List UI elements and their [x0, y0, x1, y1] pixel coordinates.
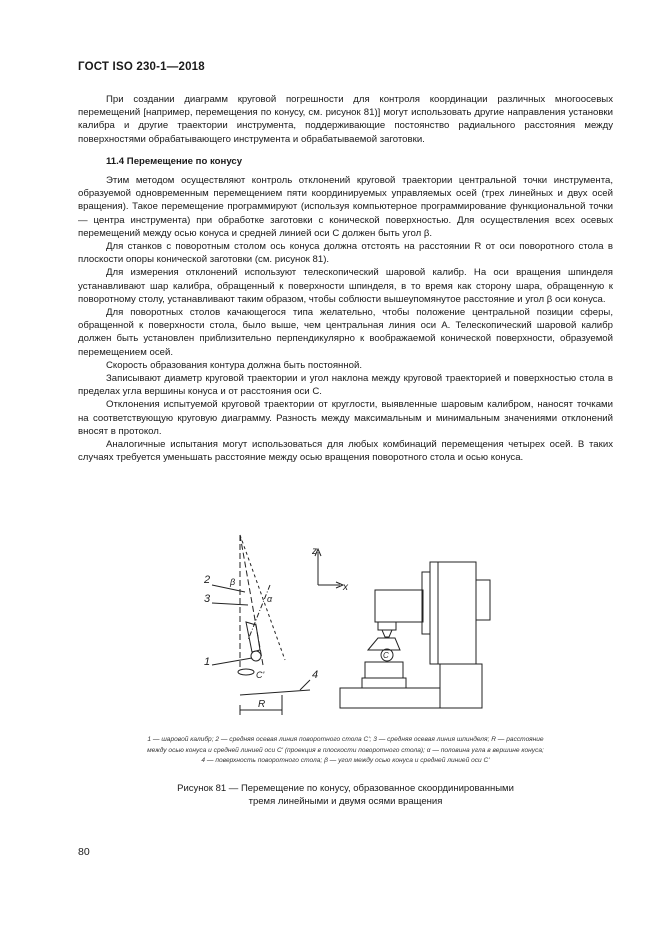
label-c-rotary: C [383, 651, 389, 660]
paragraph-8: Аналогичные испытания могут использоваться для любых комбинаций перемещения четырех осей. В таких случаях требуется уменьшать расстояние между осью вращения поворотного стола и осью конуса. [78, 439, 613, 464]
paragraph-2: Для станков с поворотным столом ось конуса должна отстоять на расстоянии R от оси поворотного стола в плоскости опоры конической заготовки (см. рисунок 81). [78, 241, 613, 266]
paragraph-6: Записывают диаметр круговой траектории и угол наклона между круговой траекторией и поверхностью стола в пределах угла вершины конуса и от расстояния оси C. [78, 373, 613, 398]
paragraph-3: Для измерения отклонений используют телескопический шаровой калибр. На оси вращения шпинделя устанавливают шар калибра, обращенный к поверхности шпинделя, в то время как сторону шара, обращенную к поворотному столу, устанавливают таким образом, чтобы соблюсти вышеупомянутое расстояние и угол β оси конуса. [78, 267, 613, 305]
document-header: ГОСТ ISO 230-1—2018 [78, 61, 205, 73]
legend-line-2: между осью конуса и средней линией оси C' (проекция в плоскости поворотного стола); α — половина угла в вершине конуса; [147, 746, 544, 754]
legend-line-3: 4 — поверхность поворотного стола; β — угол между осью конуса и средней линией оси C' [201, 757, 490, 764]
figure-legend [78, 735, 613, 767]
paragraph-4: Для поворотных столов качающегося типа желательно, чтобы положение центральной позиции сферы, обращенной к поверхности стола, было выше, чем центральная линия оси A. Телескопический шаровой калибр должен быть установлен приблизительно перпендикулярно к воображаемой конической поверхности, образуемой перемещением осей. [78, 307, 613, 358]
label-2: 2 [204, 574, 211, 586]
label-4: 4 [312, 669, 319, 681]
label-alpha: α [267, 594, 273, 604]
label-c-prime: C' [256, 670, 265, 680]
label-r: R [258, 699, 266, 710]
label-beta: β [230, 577, 236, 587]
figure-caption [78, 782, 613, 808]
intro-paragraph: При создании диаграмм круговой погрешности для контроля координации различных многоосевых перемещений [например, перемещения по конусу, см. рисунок 81)] могут использовать другие направления установки калибра и другие траектории инструмента, поддерживающие постоянство радиального расстояния между поверхностями обрабатывающего инструмента и обрабатываемой заготовки. [78, 94, 613, 145]
caption-line-1: Рисунок 81 — Перемещение по конусу, образованное скоординированными [177, 783, 514, 794]
label-1: 1 [204, 656, 211, 668]
section-title: 11.4 Перемещение по конусу [106, 155, 243, 167]
caption-line-2: тремя линейными и двумя осями вращения [248, 796, 443, 807]
figure-81-drawing [200, 530, 500, 725]
gauge-ball [251, 651, 261, 661]
label-3: 3 [204, 593, 211, 605]
paragraph-1: Этим методом осуществляют контроль отклонений круговой траектории центральной точки инструмента, образуемой одновременным перемещением пяти координируемых управляемых осей (трех линейных и двух осей вращения). Такое перемещение программируют (используя компьютерное программирование функциональной точки — центра инструмента) при обработке заготовки с конической поверхностью. Для осуществления всех осевых перемещений между осью конуса и средней линией оси C должен быть угол β. [78, 175, 613, 239]
paragraph-5: Скорость образования контура должна быть постоянной. [106, 359, 363, 371]
label-axis-z: z [312, 546, 317, 557]
paragraph-7: Отклонения испытуемой круговой траектории от круглости, выявленные шаровым калибром, наносят точками на соответствующую круговую диаграмму. Разность между максимальным и минимальным значениями отклонений вносят в протокол. [78, 399, 613, 437]
page-number: 80 [78, 846, 90, 858]
legend-line-1: 1 — шаровой калибр; 2 — средняя осевая линия поворотного стола C'; 3 — средняя осевая линия шпинделя; R — расстояние [147, 736, 544, 743]
body-text [78, 93, 613, 464]
label-axis-x: x [343, 582, 348, 593]
